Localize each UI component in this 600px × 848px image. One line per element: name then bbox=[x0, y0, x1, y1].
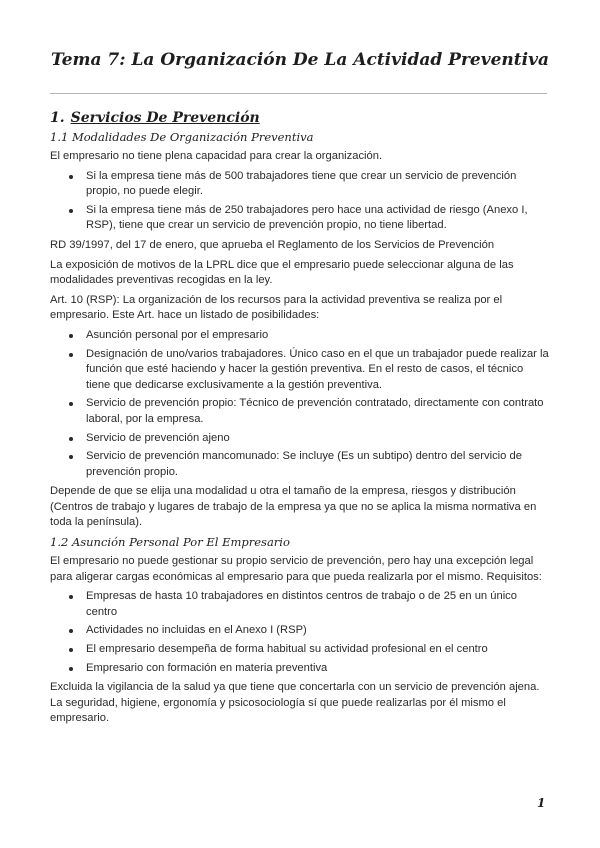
paragraph: La exposición de motivos de la LPRL dice que el empresario puede seleccionar alguna de las modalidades preventivas recogidas en la ley. bbox=[50, 258, 514, 287]
paragraph: Excluida la vigilancia de la salud ya que tiene que concertarla con un servicio de prevención ajena. La seguridad, higiene, ergonomía y psicosociología sí que puede realizarlas por él mismo el empresario. bbox=[50, 681, 540, 725]
paragraph: RD 39/1997, del 17 de enero, que aprueba el Reglamento de los Servicios de Prevención bbox=[50, 238, 495, 251]
list-item: Si la empresa tiene más de 500 trabajadores tiene que crear un servicio de prevención propio, no puede elegir. bbox=[86, 169, 550, 200]
paragraph: El empresario no tiene plena capacidad para crear la organización. bbox=[50, 150, 383, 162]
list-item: Si la empresa tiene más de 250 trabajadores pero hace una actividad de riesgo (Anexo I, RSP), tiene que crear un servicio de prevención propio, no tiene libertad. bbox=[86, 203, 550, 234]
page-title: Tema 7: La Organización De La Actividad Preventiva bbox=[51, 50, 549, 70]
document-body bbox=[50, 110, 550, 731]
list-item: Empresas de hasta 10 trabajadores en distintos centros de trabajo o de 25 en un único centro bbox=[86, 589, 550, 620]
list-item: Empresario con formación en materia preventiva bbox=[86, 661, 550, 677]
bullet-list bbox=[50, 589, 550, 676]
subsection-heading-1-2: 1.2 Asunción Personal Por El Empresario bbox=[50, 535, 290, 550]
paragraph: El empresario no puede gestionar su propio servicio de prevención, pero hay una excepción legal para aligerar cargas económicas al empresario para que pueda realizarla por el mismo. Requisitos: bbox=[50, 555, 542, 583]
paragraph: Depende de que se elija una modalidad u otra el tamaño de la empresa, riesgos y distribución (Centros de trabajo y lugares de trabajo de la empresa ya que no se aplica la misma normativa en toda la península). bbox=[50, 485, 537, 529]
paragraph: Art. 10 (RSP): La organización de los recursos para la actividad preventiva se realiza por el empresario. Este Art. hace un listado de posibilidades: bbox=[50, 293, 503, 322]
section-heading bbox=[50, 110, 550, 126]
list-item: El empresario desempeña de forma habitual su actividad profesional en el centro bbox=[86, 642, 550, 658]
list-item: Asunción personal por el empresario bbox=[86, 328, 550, 344]
subsection-heading-1-1: 1.1 Modalidades De Organización Preventiva bbox=[50, 130, 314, 144]
bullet-list bbox=[50, 328, 550, 480]
title-divider bbox=[50, 93, 547, 94]
list-item: Designación de uno/varios trabajadores. Único caso en el que un trabajador puede realizar la función que esté haciendo y hacer la gestión preventiva. En el resto de casos, el técnico tiene que dedicarse exclusivamente a la gestión preventiva. bbox=[86, 347, 550, 394]
section-title: Servicios De Prevención bbox=[70, 110, 260, 126]
page-number: 1 bbox=[537, 796, 546, 810]
list-item: Servicio de prevención mancomunado: Se incluye (Es un subtipo) dentro del servicio de prevención propio. bbox=[86, 449, 550, 480]
list-item: Actividades no incluidas en el Anexo I (RSP) bbox=[86, 623, 550, 639]
list-item: Servicio de prevención propio: Técnico de prevención contratado, directamente con contrato laboral, por la empresa. bbox=[86, 396, 550, 427]
section-number: 1. bbox=[50, 110, 65, 126]
list-item: Servicio de prevención ajeno bbox=[86, 431, 550, 447]
bullet-list bbox=[50, 169, 550, 234]
